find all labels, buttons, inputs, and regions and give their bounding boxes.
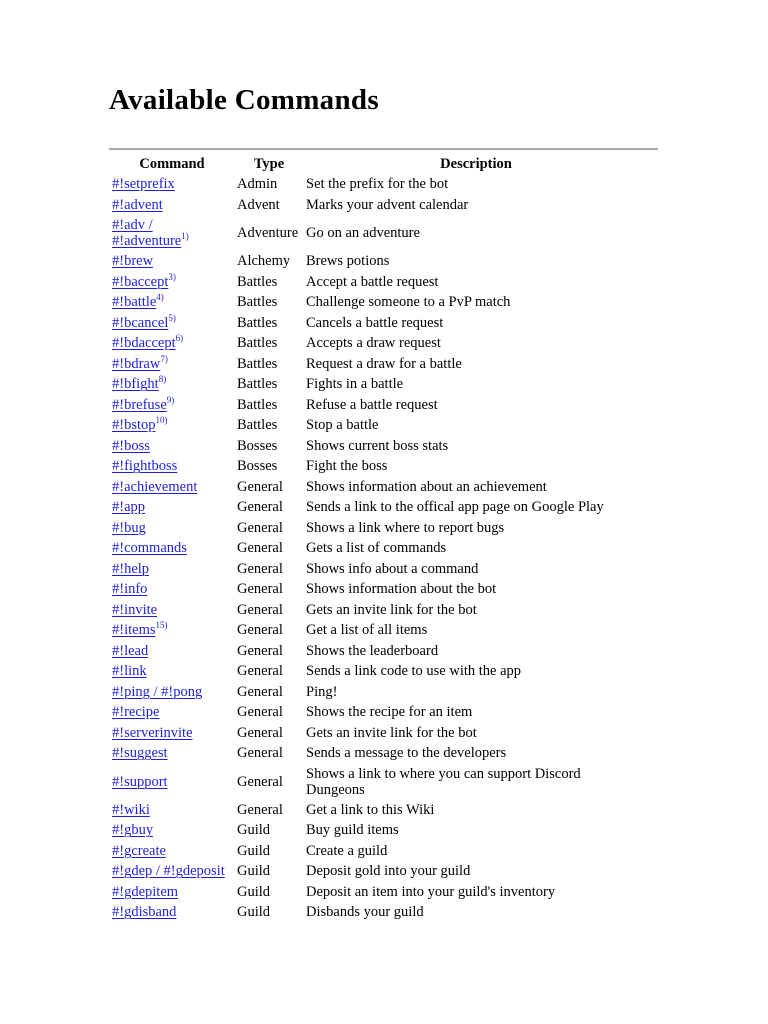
description-cell [303, 333, 648, 354]
type-cell: Battles [237, 314, 278, 331]
command-cell [109, 800, 234, 821]
description-text: Fights in a battle [306, 376, 404, 393]
description-text: Sends a link to the offical app page on Google Play [306, 499, 604, 516]
description-cell [303, 538, 648, 559]
description-cell [303, 661, 648, 682]
command-cell [109, 456, 234, 477]
table-row [109, 195, 648, 216]
command-link[interactable]: #!ping / #!pong [112, 683, 203, 700]
command-cell [109, 174, 234, 195]
command-cell [109, 661, 234, 682]
command-cell [109, 620, 234, 641]
description-cell [303, 477, 648, 498]
command-cell [109, 538, 234, 559]
description-text: Challenge someone to a PvP match [306, 294, 511, 311]
description-cell [303, 251, 648, 272]
description-cell [303, 841, 648, 862]
header-description: Description [440, 156, 512, 172]
command-link[interactable]: #!bug [112, 519, 146, 536]
command-cell [109, 477, 234, 498]
description-text: Accepts a draw request [306, 335, 441, 352]
table-row [109, 861, 648, 882]
type-cell: Admin [237, 176, 278, 193]
command-link[interactable]: #!items [112, 622, 156, 639]
command-cell [109, 764, 234, 800]
command-cell [109, 395, 234, 416]
description-text: Deposit an item into your guild's inventory [306, 883, 556, 900]
description-text: Shows a link to where you can support Discord [306, 765, 581, 782]
title-divider [109, 148, 658, 150]
description-text: Deposit gold into your guild [306, 863, 471, 880]
type-cell: Battles [237, 294, 278, 311]
description-cell [303, 723, 648, 744]
type-cell: General [237, 683, 283, 700]
command-cell [109, 518, 234, 539]
description-cell [303, 882, 648, 903]
description-cell [303, 374, 648, 395]
table-row [109, 820, 648, 841]
command-cell [109, 313, 234, 334]
description-text: Marks your advent calendar [306, 196, 469, 213]
description-text: Gets an invite link for the bot [306, 601, 477, 618]
description-text: Shows information about the bot [306, 581, 497, 598]
command-link[interactable]: #!help [112, 560, 150, 577]
footnote-ref[interactable]: 10) [155, 415, 168, 426]
table-row [109, 272, 648, 293]
table-row [109, 764, 648, 800]
command-link[interactable]: #!bcancel [112, 314, 169, 331]
type-cell: General [237, 519, 283, 536]
command-link[interactable]: #!info [112, 581, 148, 598]
command-link[interactable]: #!suggest [112, 745, 168, 762]
command-cell [109, 497, 234, 518]
description-text: Gets a list of commands [306, 540, 447, 557]
command-cell [109, 415, 234, 436]
commands-table [109, 154, 648, 923]
header-command: Command [139, 156, 205, 172]
command-link[interactable]: #!link [112, 663, 147, 680]
description-text: Stop a battle [306, 417, 379, 434]
table-row [109, 902, 648, 923]
type-cell: Battles [237, 355, 278, 372]
command-link[interactable]: #!gcreate [112, 842, 166, 859]
description-text: Refuse a battle request [306, 396, 438, 413]
command-cell [109, 272, 234, 293]
description-text: Gets an invite link for the bot [306, 724, 477, 741]
table-row [109, 313, 648, 334]
description-cell [303, 820, 648, 841]
footnote-ref[interactable]: 8) [158, 374, 167, 385]
type-cell: General [237, 560, 283, 577]
type-cell: Battles [237, 273, 278, 290]
type-cell: Bosses [237, 437, 278, 454]
description-text: Brews potions [306, 253, 390, 270]
description-cell [303, 861, 648, 882]
command-cell [109, 333, 234, 354]
command-cell [109, 436, 234, 457]
description-cell [303, 292, 648, 313]
description-text: Ping! [306, 683, 338, 700]
footnote-ref[interactable]: 3) [168, 271, 176, 282]
table-row [109, 436, 648, 457]
description-cell [303, 800, 648, 821]
command-cell [109, 354, 234, 375]
description-cell [303, 215, 648, 251]
command-cell [109, 579, 234, 600]
description-text: Sends a link code to use with the app [306, 663, 522, 680]
command-cell [109, 743, 234, 764]
description-cell [303, 743, 648, 764]
type-cell: Battles [237, 417, 278, 434]
table-row [109, 374, 648, 395]
table-row [109, 518, 648, 539]
command-cell [109, 882, 234, 903]
description-text: Disbands your guild [306, 904, 424, 921]
description-cell [303, 174, 648, 195]
type-cell: General [237, 499, 283, 516]
description-cell [303, 415, 648, 436]
type-cell: Battles [237, 335, 278, 352]
description-text: Dungeons [306, 781, 365, 798]
footnote-ref[interactable]: 5) [168, 312, 176, 323]
table-row [109, 174, 648, 195]
description-cell [303, 902, 648, 923]
description-cell [303, 579, 648, 600]
table-row [109, 723, 648, 744]
type-cell: Battles [237, 376, 278, 393]
command-link[interactable]: #!battle [112, 294, 157, 311]
type-cell: General [237, 704, 283, 721]
description-cell [303, 436, 648, 457]
table-row [109, 477, 648, 498]
table-row [109, 661, 648, 682]
command-cell [109, 600, 234, 621]
description-text: Get a link to this Wiki [306, 801, 435, 818]
type-cell: Battles [237, 396, 278, 413]
footnote-ref[interactable]: 1) [181, 231, 189, 241]
description-text: Get a list of all items [306, 622, 428, 639]
table-row [109, 559, 648, 580]
command-link[interactable]: #!invite [112, 601, 158, 618]
type-cell: General [237, 601, 283, 618]
command-cell [109, 215, 234, 251]
description-cell [303, 764, 648, 800]
description-cell [303, 641, 648, 662]
command-link[interactable]: #!achievement [112, 478, 198, 495]
table-row [109, 456, 648, 477]
command-cell [109, 820, 234, 841]
table-row [109, 579, 648, 600]
description-text: Fight the boss [306, 458, 388, 475]
type-cell: General [237, 745, 283, 762]
type-cell: General [237, 642, 283, 659]
footnote-ref[interactable]: 9) [166, 394, 175, 405]
footnote-ref[interactable]: 6) [175, 333, 184, 344]
page-title: Available Commands [109, 84, 379, 116]
description-cell [303, 456, 648, 477]
command-cell [109, 682, 234, 703]
command-link[interactable]: #!serverinvite [112, 724, 193, 741]
table-row [109, 415, 648, 436]
description-text: Shows info about a command [306, 560, 479, 577]
command-link[interactable]: #!gdisband [112, 904, 177, 921]
command-cell [109, 292, 234, 313]
table-row [109, 620, 648, 641]
type-cell: General [237, 622, 283, 639]
description-text: Set the prefix for the bot [306, 176, 449, 193]
command-link[interactable]: #!brew [112, 253, 154, 270]
command-cell [109, 559, 234, 580]
footnote-ref[interactable]: 7) [160, 353, 168, 364]
command-link[interactable]: #!bdaccept [112, 335, 176, 352]
table-row [109, 333, 648, 354]
table-row [109, 497, 648, 518]
description-text: Shows current boss stats [306, 437, 449, 454]
type-cell: General [237, 801, 283, 818]
description-text: Create a guild [306, 842, 388, 859]
description-cell [303, 272, 648, 293]
description-text: Request a draw for a battle [306, 355, 462, 372]
command-cell [109, 641, 234, 662]
type-cell: Guild [237, 822, 271, 839]
table-row [109, 600, 648, 621]
description-cell [303, 600, 648, 621]
description-text: Go on an adventure [306, 225, 420, 241]
command-cell [109, 195, 234, 216]
description-cell [303, 195, 648, 216]
command-cell [109, 861, 234, 882]
table-row [109, 251, 648, 272]
command-link[interactable]: #!bstop [112, 417, 156, 434]
command-link[interactable]: #!adventure [112, 233, 182, 249]
command-cell [109, 841, 234, 862]
type-cell: Advent [237, 196, 280, 213]
table-row [109, 841, 648, 862]
type-cell: Guild [237, 904, 271, 921]
command-link[interactable]: #!fightboss [112, 458, 178, 475]
type-cell: Adventure [237, 225, 299, 241]
description-cell [303, 497, 648, 518]
description-cell [303, 682, 648, 703]
command-link[interactable]: #!gbuy [112, 822, 154, 839]
type-cell: Bosses [237, 458, 278, 475]
command-link[interactable]: #!advent [112, 196, 163, 213]
command-link[interactable]: #!lead [112, 642, 149, 659]
command-link[interactable]: #!wiki [112, 801, 150, 818]
header-type: Type [253, 156, 285, 172]
command-link[interactable]: #!brefuse [112, 396, 167, 413]
description-text: Buy guild items [306, 822, 399, 839]
command-link[interactable]: #!adv / [112, 217, 153, 233]
table-row [109, 641, 648, 662]
description-cell [303, 354, 648, 375]
type-cell: General [237, 724, 283, 741]
description-cell [303, 518, 648, 539]
table-row [109, 292, 648, 313]
type-cell: Guild [237, 842, 271, 859]
table-row [109, 538, 648, 559]
type-cell: Alchemy [237, 253, 291, 270]
command-cell [109, 374, 234, 395]
type-cell: Guild [237, 883, 271, 900]
description-text: Sends a message to the developers [306, 745, 507, 762]
command-cell [109, 251, 234, 272]
description-text: Shows information about an achievement [306, 478, 547, 495]
table-row [109, 215, 648, 251]
description-text: Cancels a battle request [306, 314, 444, 331]
type-cell: General [237, 663, 283, 680]
description-cell [303, 620, 648, 641]
type-cell: General [237, 540, 283, 557]
command-link[interactable]: #!commands [112, 540, 187, 557]
command-link[interactable]: #!app [112, 499, 146, 516]
description-cell [303, 559, 648, 580]
table-row [109, 395, 648, 416]
description-text: Shows the recipe for an item [306, 704, 473, 721]
table-row [109, 743, 648, 764]
command-link[interactable]: #!baccept [112, 273, 169, 290]
command-link[interactable]: #!gdepitem [112, 883, 179, 900]
command-cell [109, 723, 234, 744]
description-cell [303, 702, 648, 723]
command-link[interactable]: #!boss [112, 437, 150, 454]
command-cell [109, 702, 234, 723]
description-cell [303, 313, 648, 334]
command-link[interactable]: #!bdraw [112, 355, 161, 372]
command-link[interactable]: #!setprefix [112, 176, 175, 193]
table-row [109, 800, 648, 821]
table-row [109, 354, 648, 375]
footnote-ref[interactable]: 4) [156, 292, 164, 303]
description-text: Shows the leaderboard [306, 642, 439, 659]
description-cell [303, 395, 648, 416]
description-text: Shows a link where to report bugs [306, 519, 505, 536]
type-cell: General [237, 478, 283, 495]
command-link[interactable]: #!support [112, 773, 168, 790]
command-cell [109, 902, 234, 923]
table-row [109, 882, 648, 903]
type-cell: General [237, 773, 283, 790]
table-row [109, 702, 648, 723]
command-link[interactable]: #!recipe [112, 704, 160, 721]
description-text: Accept a battle request [306, 273, 439, 290]
type-cell: Guild [237, 863, 271, 880]
type-cell: General [237, 581, 283, 598]
footnote-ref[interactable]: 15) [155, 620, 168, 631]
command-link[interactable]: #!bfight [112, 376, 159, 393]
table-row [109, 682, 648, 703]
command-link[interactable]: #!gdep / #!gdeposit [112, 863, 225, 880]
table-header-row [109, 154, 648, 174]
